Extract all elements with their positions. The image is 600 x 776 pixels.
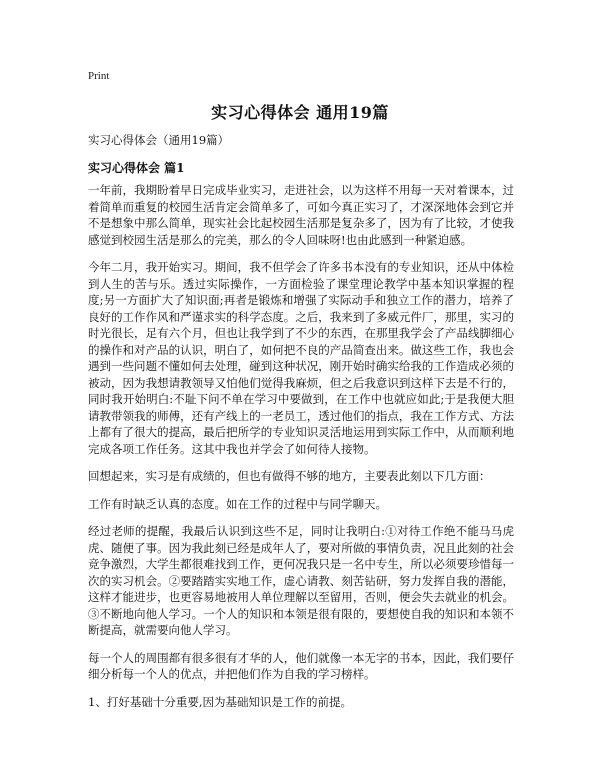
paragraph: 1、打好基础十分重要,因为基础知识是工作的前提。	[88, 694, 352, 709]
print-link[interactable]: Print	[88, 70, 110, 82]
document-title: 实习心得体会 通用19篇	[211, 103, 389, 122]
paragraph: 经过老师的提醒，我最后认识到这些不足，同时让我明白:①对待工作绝不能马马虎虎、随便了事。因为我此刻已经是成年人了，要对所做的事情负责，况且此刻的社会竞争激烈，大学生都很难找到工作，更何况我只是一名中专生，所以必须要珍惜每一次的实习机会。②要踏踏实实地工作，虚心请教、刻苦钻研，努力发挥自我的潜能，这样才能进步，也更容易地被用人单位理解以至留用，否则，便会失去就业的机会。③不断地向他人学习。一个人的知识和本领是很有限的，要想使自我的知识和本领不断提高，就需要向他人学习。	[88, 524, 514, 637]
paragraph: 一年前，我期盼着早日完成毕业实习，走进社会，以为这样不用每一天对着课本，过着简单而重复的校园生活肯定会简单多了，可如今真正实习了，才深深地体会到它并不是想象中那么简单，现实社会比起校园生活那是复杂多了，因为有了比较，才使我感觉到校园生活是那么的完美，那么的令人回味呀!也由此感到一种紧迫感。	[88, 183, 514, 247]
document-body	[88, 182, 514, 721]
paragraph: 回想起来，实习是有成绩的，但也有做得不够的地方，主要表此刻以下几方面：	[88, 469, 491, 483]
paragraph: 今年二月，我开始实习。期间，我不但学会了许多书本没有的专业知识，还从中体检到人生的苦与乐。透过实际操作，一方面检验了课堂理论教学中基本知识掌握的程度;另一方面扩大了知识面;再者是锻炼和增强了实际动手和独立工作的潜力，培养了良好的工作作风和严谨求实的科学态度。之后，我来到了多威元件厂，那里，实习的时光很长，足有六个月，但也让我学到了不少的东西，在那里我学会了产品线脚细心的操作和对产品的认识，明白了，如何把不良的产品简查出来。做这些工作，我也会遇到一些问题不懂如何去处理，碰到这种状况，刚开始时确实给我的工作造成必须的被动，因为我想请教领导又怕他们觉得我麻烦，但之后我意识到这样下去是不行的，同时我开始明白:不耻下问不单在学习中要做到，在工作中也就应如此;于是我便大胆请教带领我的师傅，还有产线上的一老员工，透过他们的指点，我在工作方式、方法上都有了很大的提高，最后把所学的专业知识灵活地运用到实际工作中，从而顺利地完成各项工作任务。这其中我也并学会了如何待人接物。	[88, 260, 514, 456]
document-subtitle: 实习心得体会（通用19篇）	[88, 133, 230, 147]
paragraph: 工作有时缺乏认真的态度。如在工作的过程中与同学聊天。	[88, 496, 387, 511]
section-heading: 实习心得体会 篇1	[88, 161, 185, 175]
paragraph: 每一个人的周围都有很多很有才华的人，他们就像一本无字的书本，因此，我们要仔细分析每一个人的优点，并把他们作为自我的学习榜样。	[88, 650, 514, 681]
